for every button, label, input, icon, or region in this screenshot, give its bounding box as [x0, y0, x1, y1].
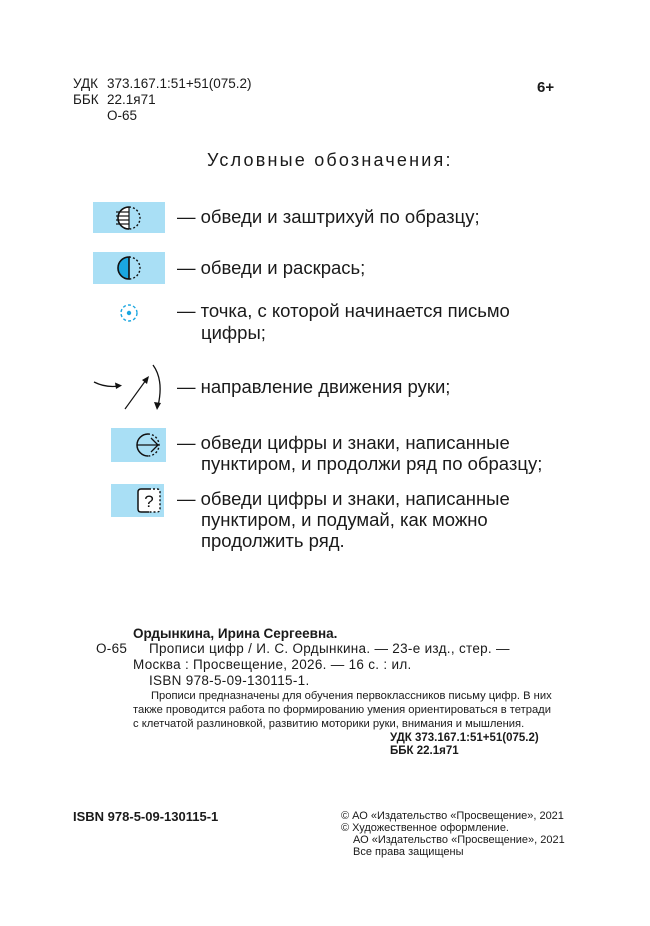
legend-text: цифры; [201, 322, 266, 343]
legend-icon-box [93, 202, 165, 233]
bib-line1: Прописи цифр / И. С. Ордынкина. — 23-е изд., стер. — [149, 641, 510, 656]
bib-author: Ордынкина, Ирина Сергеевна. [133, 626, 338, 641]
copyright-line: © Художественное оформление. [341, 822, 509, 834]
circle-arrow-icon [135, 432, 161, 458]
legend-text: пунктиром, и подумай, как можно [201, 509, 488, 530]
bib-isbn: ISBN 978-5-09-130115-1. [149, 673, 310, 688]
half-circle-filled-icon [116, 255, 142, 281]
author-code: О-65 [107, 108, 138, 123]
legend-text: продолжить ряд. [201, 530, 345, 551]
annotation-line: также проводится работа по формированию умения ориентироваться в тетради [133, 704, 551, 716]
copyright-line: Все права защищены [353, 846, 464, 858]
bib-code: О-65 [96, 641, 128, 656]
copyright-line: АО «Издательство «Просвещение», 2021 [353, 834, 565, 846]
legend-text: — обведи и заштрихуй по образцу; [177, 206, 480, 227]
annotation-line: Прописи предназначены для обучения первоклассников письму цифр. В них [151, 690, 552, 702]
udk-label: УДК [73, 76, 98, 91]
copyright-line: © АО «Издательство «Просвещение», 2021 [341, 810, 564, 822]
legend-title: Условные обозначения: [207, 150, 453, 170]
legend-text: пунктиром, и продолжи ряд по образцу; [201, 453, 543, 474]
legend-text: — обведи и раскрась; [177, 257, 366, 278]
question-box-icon [136, 487, 162, 514]
bib-udk: УДК 373.167.1:51+51(075.2) [390, 732, 539, 744]
svg-text:?: ? [144, 492, 154, 511]
udk-value: 373.167.1:51+51(075.2) [107, 76, 252, 91]
half-circle-hatched-icon [116, 205, 142, 231]
legend-icon-box [111, 484, 164, 517]
bbk-value: 22.1я71 [107, 92, 156, 107]
legend-text: — обведи цифры и знаки, написанные [177, 488, 510, 509]
start-dot-icon [119, 303, 139, 323]
legend-text: — направление движения руки; [177, 376, 451, 397]
legend-icon-box [93, 252, 165, 284]
age-rating: 6+ [537, 79, 555, 96]
legend-icon-box [111, 428, 166, 462]
legend-text: — точка, с которой начинается письмо [177, 300, 510, 321]
bib-bbk: ББК 22.1я71 [390, 745, 459, 757]
hand-direction-arrows-icon [92, 362, 172, 412]
annotation-line: с клетчатой разлиновкой, развитию моторики руки, внимания и мышления. [133, 718, 525, 730]
legend-text: — обведи цифры и знаки, написанные [177, 432, 510, 453]
bbk-label: ББК [73, 92, 99, 107]
bib-line2: Москва : Просвещение, 2026. — 16 с. : ил. [133, 657, 412, 672]
footer-isbn: ISBN 978-5-09-130115-1 [73, 809, 219, 824]
